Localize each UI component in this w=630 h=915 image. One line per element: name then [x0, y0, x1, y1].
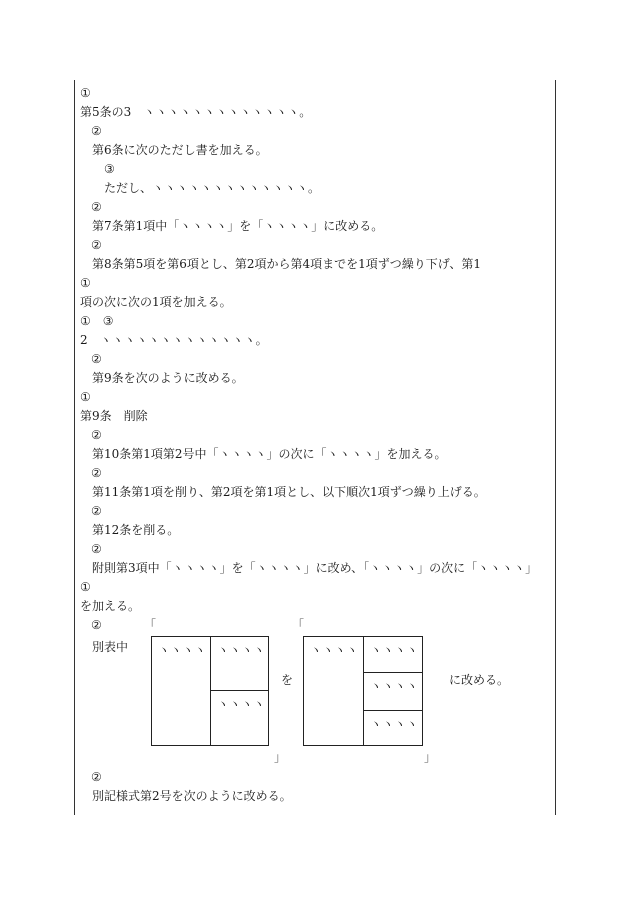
line-text: 第5条の3 ヽヽヽヽヽヽヽヽヽヽヽヽヽ。 — [80, 105, 312, 119]
open-quote-right: 「 — [292, 618, 305, 632]
line-text: 2 ヽヽヽヽヽヽヽヽヽヽヽヽヽ。 — [80, 333, 268, 347]
line-text: 第9条 削除 — [80, 409, 148, 423]
paragraph-marker: ② — [91, 200, 102, 214]
new-table-cell: ヽヽヽヽ — [370, 679, 419, 693]
paragraph-marker: ① — [80, 580, 91, 594]
line-text: 第6条に次のただし書を加える。 — [92, 143, 268, 157]
new-table-cell: ヽヽヽヽ — [310, 643, 359, 657]
paragraph-marker: ② — [91, 124, 102, 138]
paragraph-marker: ② — [91, 618, 102, 632]
close-quote-right: 」 — [424, 750, 437, 764]
old-table-cell: ヽヽヽヽ — [217, 643, 266, 657]
line-text: 第7条第1項中「ヽヽヽヽ」を「ヽヽヽヽ」に改める。 — [92, 219, 384, 233]
new-table-divider — [363, 636, 364, 746]
paragraph-marker: ① — [80, 390, 91, 404]
paragraph-marker: ① — [80, 86, 91, 100]
old-table-cell: ヽヽヽヽ — [158, 643, 207, 657]
line-text: 第11条第1項を削り、第2項を第1項とし、以下順次1項ずつ繰り上げる。 — [92, 485, 486, 499]
line-text: 第12条を削る。 — [92, 523, 180, 537]
paragraph-marker: ② — [91, 504, 102, 518]
old-table-divider — [210, 690, 269, 691]
new-table-divider — [363, 672, 423, 673]
paragraph-marker: ① — [80, 276, 91, 290]
line-text: 項の次に次の1項を加える。 — [80, 295, 232, 309]
paragraph-marker: ② — [91, 466, 102, 480]
open-quote-left: 「 — [144, 618, 157, 632]
paragraph-marker: ② — [91, 542, 102, 556]
line-text: 附則第3項中「ヽヽヽヽ」を「ヽヽヽヽ」に改め、「ヽヽヽヽ」の次に「ヽヽヽヽ」 — [92, 561, 538, 575]
line-text: 第9条を次のように改める。 — [92, 371, 244, 385]
connector-text: を — [281, 673, 294, 687]
line-text: ただし、ヽヽヽヽヽヽヽヽヽヽヽヽヽ。 — [104, 181, 321, 195]
line-text: 別記様式第2号を次のように改める。 — [92, 789, 292, 803]
line-text: 第10条第1項第2号中「ヽヽヽヽ」の次に「ヽヽヽヽ」を加える。 — [92, 447, 447, 461]
old-table-divider — [210, 636, 211, 746]
line-text: 第8条第5項を第6項とし、第2項から第4項までを1項ずつ繰り下げ、第1 — [92, 257, 481, 271]
paragraph-marker: ② — [91, 770, 102, 784]
close-quote-left: 」 — [274, 750, 287, 764]
old-table-cell: ヽヽヽヽ — [217, 697, 266, 711]
paragraph-marker: ② — [91, 352, 102, 366]
new-table-divider — [363, 710, 423, 711]
left-margin-rule — [74, 80, 75, 815]
suffix-text: に改める。 — [449, 673, 510, 687]
paragraph-marker: ② — [91, 238, 102, 252]
paragraph-marker: ③ — [104, 162, 115, 176]
paragraph-marker: ① ③ — [80, 314, 114, 328]
paragraph-marker: ② — [91, 428, 102, 442]
line-text: を加える。 — [80, 599, 141, 613]
line-text: 別表中 — [92, 640, 129, 654]
right-margin-rule — [555, 80, 556, 815]
new-table-cell: ヽヽヽヽ — [370, 717, 419, 731]
new-table-cell: ヽヽヽヽ — [370, 643, 419, 657]
